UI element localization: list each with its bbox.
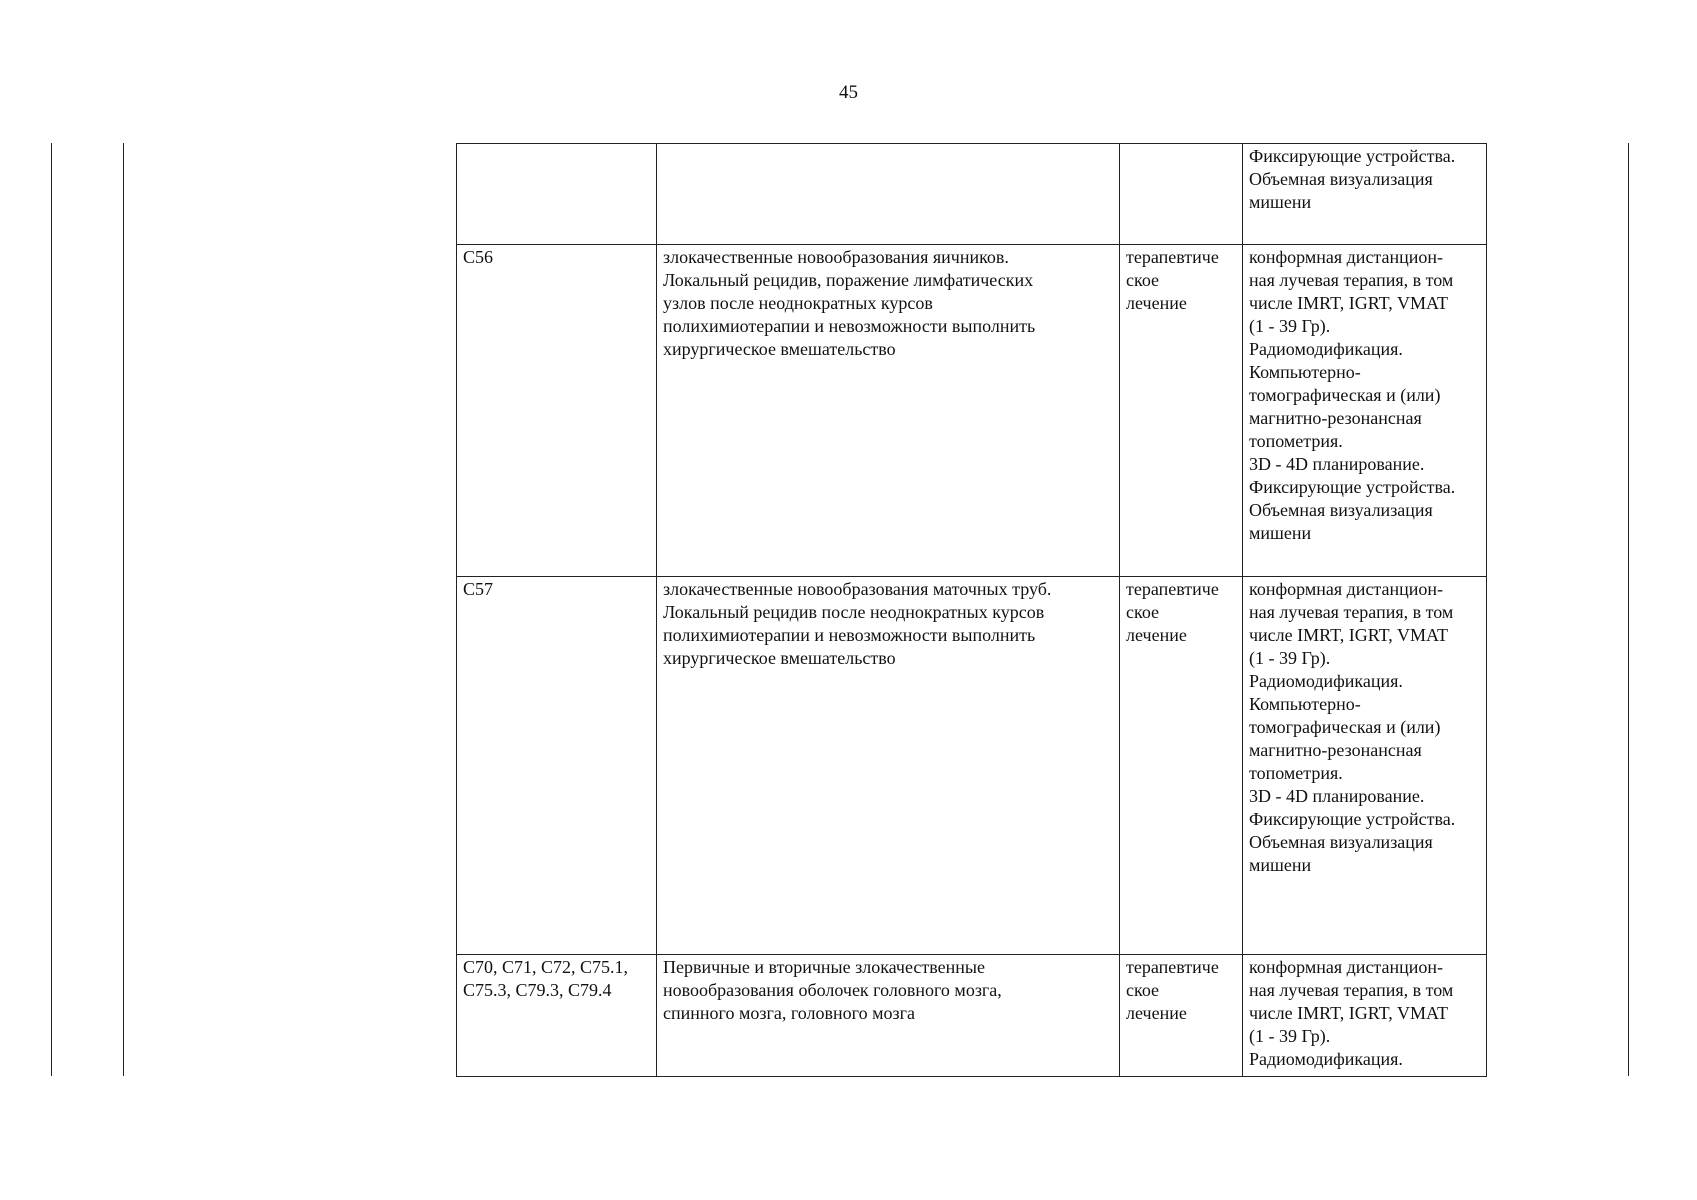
table-row xyxy=(457,577,1487,955)
treatment-method-cell: Фиксирующие устройства. Объемная визуализация мишени xyxy=(1243,144,1487,245)
description-cell: злокачественные новообразования яичников. Локальный рецидив, поражение лимфатических узлов после неоднократных курсов полихимиотерапии и невозможности выполнить хирургическое вмешательство xyxy=(657,245,1120,577)
table-row xyxy=(457,144,1487,245)
treatment-table xyxy=(456,143,1487,1077)
right-margin-line xyxy=(1628,143,1629,1076)
treatment-type-cell xyxy=(1120,144,1243,245)
treatment-type-cell: терапевтиче ское лечение xyxy=(1120,955,1243,1077)
diagnosis-code-cell: C57 xyxy=(457,577,657,955)
treatment-type-cell: терапевтиче ское лечение xyxy=(1120,577,1243,955)
diagnosis-code-cell: C70, C71, C72, C75.1, C75.3, C79.3, C79.4 xyxy=(457,955,657,1077)
treatment-type-cell: терапевтиче ское лечение xyxy=(1120,245,1243,577)
page-number: 45 xyxy=(839,82,858,103)
diagnosis-code-cell xyxy=(457,144,657,245)
diagnosis-code-cell: C56 xyxy=(457,245,657,577)
description-cell: злокачественные новообразования маточных труб. Локальный рецидив после неоднократных курсов полихимиотерапии и невозможности выполнить хирургическое вмешательство xyxy=(657,577,1120,955)
treatment-method-cell: конформная дистанцион- ная лучевая терапия, в том числе IMRT, IGRT, VMAT (1 - 39 Гр). Радиомодификация. Компьютерно- томографическая и (или) магнитно-резонансная топометрия. 3D - 4D планирование. Фиксирующие устройства. Объемная визуализация мишени xyxy=(1243,577,1487,955)
left-margin-line-inner xyxy=(123,143,124,1076)
treatment-method-cell: конформная дистанцион- ная лучевая терапия, в том числе IMRT, IGRT, VMAT (1 - 39 Гр). Радиомодификация. xyxy=(1243,955,1487,1077)
description-cell xyxy=(657,144,1120,245)
description-cell: Первичные и вторичные злокачественные новообразования оболочек головного мозга, спинного мозга, головного мозга xyxy=(657,955,1120,1077)
table-row xyxy=(457,245,1487,577)
left-margin-line-outer xyxy=(51,143,52,1076)
table-row xyxy=(457,955,1487,1077)
treatment-method-cell: конформная дистанцион- ная лучевая терапия, в том числе IMRT, IGRT, VMAT (1 - 39 Гр). Радиомодификация. Компьютерно- томографическая и (или) магнитно-резонансная топометрия. 3D - 4D планирование. Фиксирующие устройства. Объемная визуализация мишени xyxy=(1243,245,1487,577)
